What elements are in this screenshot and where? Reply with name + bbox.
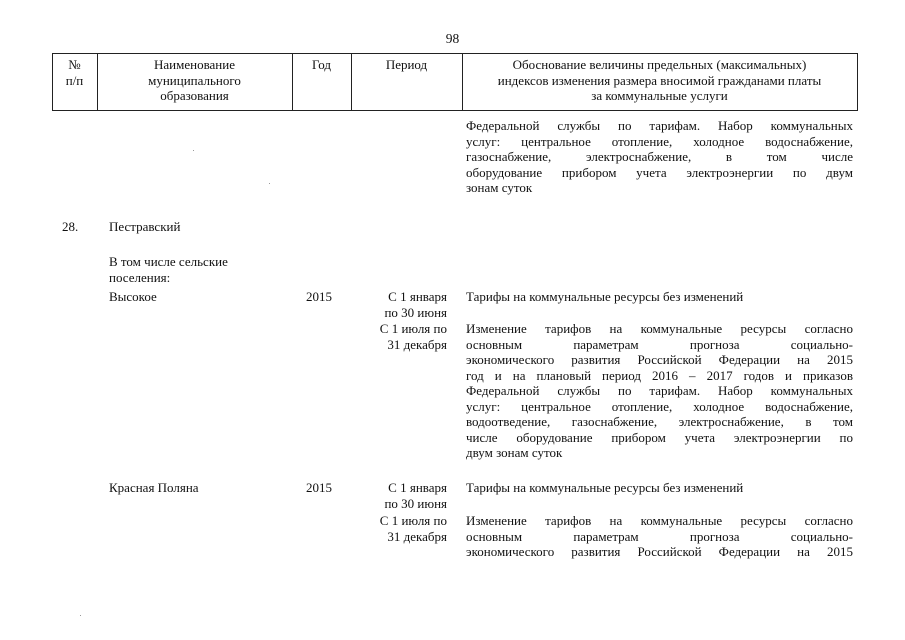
header-name-line: муниципального <box>148 72 241 88</box>
text-line: основным параметрам прогноза социально- <box>466 336 853 352</box>
text-line: зонам суток <box>466 180 533 195</box>
header-border-right <box>857 53 858 111</box>
header-name <box>97 57 292 104</box>
header-basis-line: за коммунальные услуги <box>591 88 728 103</box>
scan-speck <box>80 615 81 616</box>
period-line: по 30 июня <box>384 495 447 511</box>
text-line: Изменение тарифов на коммунальные ресурсы согласно <box>466 321 853 336</box>
settlement-year: 2015 <box>306 480 332 495</box>
district-name: Пестравский <box>109 219 181 234</box>
text-line: оборудование прибором учета электроэнергии по двум <box>466 164 853 180</box>
basis-second-half <box>466 513 853 560</box>
basis-first-half: Тарифы на коммунальные ресурсы без изменений <box>466 480 744 495</box>
text-line: числе оборудование прибором учета электроэнергии по <box>466 429 853 445</box>
text-line: Федеральной службы по тарифам. Набор коммунальных <box>466 118 853 133</box>
period-line: С 1 января <box>388 289 447 304</box>
text-line: услуг: центральное отопление, холодное водоснабжение, <box>466 133 853 149</box>
subheading-line: поселения: <box>109 269 171 285</box>
settlement-year: 2015 <box>306 289 332 304</box>
text-line: двум зонам суток <box>466 445 563 460</box>
period-line: по 30 июня <box>384 304 447 320</box>
district-number: 28. <box>62 219 79 234</box>
period-line: 31 декабря <box>387 528 447 544</box>
settlements-subheading <box>109 254 289 285</box>
period-second-half <box>351 321 447 352</box>
period-first-half <box>351 289 447 320</box>
settlement-name: Красная Поляна <box>109 480 199 495</box>
header-top-border <box>52 53 858 54</box>
period-line: 31 декабря <box>387 336 447 352</box>
header-name-line: Наименование <box>154 57 235 72</box>
header-basis <box>462 57 857 104</box>
header-name-line: образования <box>160 88 229 103</box>
period-line: С 1 июля по <box>379 513 447 528</box>
basis-second-half <box>466 321 853 461</box>
header-basis-line: индексов изменения размера вносимой гражданами платы <box>497 72 822 88</box>
text-line: Федеральной службы по тарифам. Набор коммунальных <box>466 383 853 398</box>
header-year: Год <box>311 57 332 72</box>
subheading-line: В том числе сельские <box>109 254 228 269</box>
header-num-line: № <box>68 57 81 72</box>
header-bottom-border <box>52 110 858 111</box>
period-line: С 1 января <box>388 480 447 495</box>
period-line: С 1 июля по <box>379 321 447 336</box>
scan-speck <box>269 183 270 184</box>
text-line: основным параметрам прогноза социально- <box>466 528 853 544</box>
text-line: водоотведение, газоснабжение, электроснабжение, в том <box>466 414 853 429</box>
text-line: экономического развития Российской Федерации на 2015 <box>466 544 853 559</box>
header-num <box>52 57 97 88</box>
text-line: год и на плановый период 2016 – 2017 годов и приказов <box>466 367 853 383</box>
text-line: экономического развития Российской Федерации на 2015 <box>466 352 853 367</box>
settlement-name: Высокое <box>109 289 157 304</box>
text-line: Изменение тарифов на коммунальные ресурсы согласно <box>466 513 853 528</box>
text-line: газоснабжение, электроснабжение, в том числе <box>466 149 853 164</box>
scan-speck <box>193 150 194 151</box>
period-first-half <box>351 480 447 511</box>
page-number: 98 <box>445 31 460 46</box>
header-num-line: п/п <box>65 72 84 88</box>
header-period: Период <box>385 57 428 72</box>
basis-first-half: Тарифы на коммунальные ресурсы без изменений <box>466 289 744 304</box>
text-line: услуг: центральное отопление, холодное водоснабжение, <box>466 398 853 414</box>
continuation-text <box>466 118 853 196</box>
period-second-half <box>351 513 447 544</box>
header-basis-line: Обоснование величины предельных (максимальных) <box>512 57 807 72</box>
